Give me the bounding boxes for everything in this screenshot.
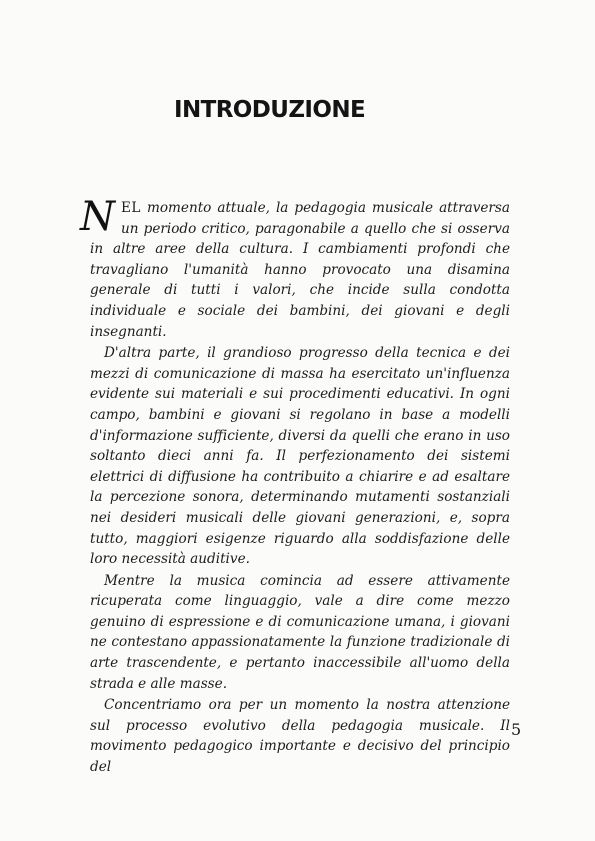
paragraph-3: Mentre la musica comincia ad essere attivamente ricuperata come linguaggio, vale a dire come mezzo genuino di espressione e di comunicazione umana, i giovani ne contestano appassionatamente la funzione tradizionale di arte trascendente, e pertanto inaccessibile all'uomo della strada e alle masse. <box>90 572 510 692</box>
chapter-title: INTRODUZIONE <box>174 97 366 123</box>
drop-cap: N <box>80 194 115 240</box>
body-text <box>80 194 510 778</box>
page-number: 5 <box>511 720 522 739</box>
paragraph-2: D'altra parte, il grandioso progresso della tecnica e dei mezzi di comunicazione di massa ha esercitato un'influenza evidente sui materiali e sui procedimenti educativi. In ogni campo, bambini e giovani si regolano in base a modelli d'informazione sufficiente, diversi da quelli che erano in uso soltanto dieci anni fa. Il perfezionamento dei sistemi elettrici di diffusione ha contribuito a chiarire e ad esaltare la percezione sonora, determinando mutamenti sostanziali nei desideri musicali delle giovani generazioni, e, sopra tutto, maggiori esigenze riguardo alla soddisfazione delle loro necessità auditive. <box>90 345 510 568</box>
paragraph-1-lead: EL <box>121 200 141 216</box>
paragraph-1-text: momento attuale, la pedagogia musicale attraversa un periodo critico, paragonabile a quello che si osserva in altre aree della cultura. I cambiamenti profondi che travagliano l'umanità hanno provocato una disamina generale di tutti i valori, che incide sulla condotta individuale e sociale dei bambini, dei giovani e degli insegnanti. <box>90 200 510 340</box>
paragraph-1 <box>80 194 510 342</box>
paragraph-4: Concentriamo ora per un momento la nostra attenzione sul processo evolutivo della pedagogia musicale. Il movimento pedagogico importante e decisivo del principio del <box>90 697 510 776</box>
